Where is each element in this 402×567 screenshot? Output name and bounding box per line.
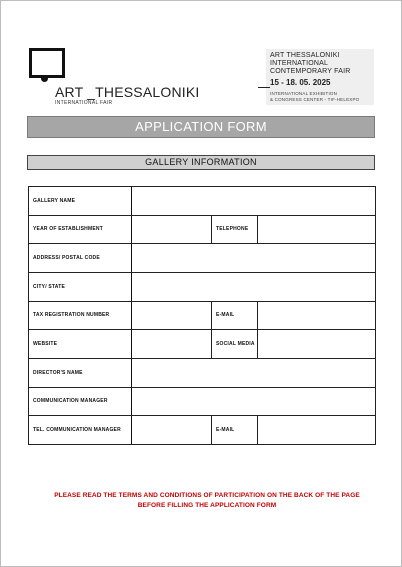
fair-line-1: ART THESSALONIKI: [270, 52, 340, 59]
year-of-establishment-field[interactable]: [132, 215, 212, 244]
row-address: [29, 244, 376, 273]
row-year-telephone: [29, 215, 376, 244]
terms-notice: [40, 491, 374, 511]
fair-date-rule: [258, 87, 270, 88]
city-state-field[interactable]: [132, 272, 376, 301]
label-directors-name: DIRECTOR'S NAME: [29, 358, 132, 387]
label-social-media: SOCIAL MEDIA: [212, 330, 258, 359]
logo-title: ART _THESSALONIKI: [55, 84, 200, 100]
website-field[interactable]: [132, 330, 212, 359]
terms-notice-line-1: PLEASE READ THE TERMS AND CONDITIONS OF PARTICIPATION ON THE BACK OF THE PAGE: [54, 492, 360, 499]
email-2-field[interactable]: [258, 416, 376, 445]
logo-dot-icon: [41, 75, 48, 82]
logo-square-icon: [29, 48, 65, 78]
address-postal-code-field[interactable]: [132, 244, 376, 273]
tel-communication-manager-field[interactable]: [132, 416, 212, 445]
label-telephone: TELEPHONE: [212, 215, 258, 244]
row-gallery-name: [29, 187, 376, 216]
terms-notice-line-2: BEFORE FILLING THE APPLICATION FORM: [137, 502, 277, 509]
label-tel-communication-manager: TEL. COMMUNICATION MANAGER: [29, 416, 132, 445]
fair-line-3: CONTEMPORARY FAIR: [270, 68, 351, 75]
label-email: E-MAIL: [212, 301, 258, 330]
row-city: [29, 272, 376, 301]
row-communication-manager: [29, 387, 376, 416]
gallery-name-field[interactable]: [132, 187, 376, 216]
label-communication-manager: COMMUNICATION MANAGER: [29, 387, 132, 416]
label-gallery-name: GALLERY NAME: [29, 187, 132, 216]
row-director: [29, 358, 376, 387]
row-website-social: [29, 330, 376, 359]
label-city-state: CITY/ STATE: [29, 272, 132, 301]
social-media-field[interactable]: [258, 330, 376, 359]
fair-dates: 15 - 18. 05. 2025: [270, 78, 331, 87]
tax-registration-number-field[interactable]: [132, 301, 212, 330]
gallery-information-heading: GALLERY INFORMATION: [27, 155, 375, 170]
label-website: WEBSITE: [29, 330, 132, 359]
fair-line-2: INTERNATIONAL: [270, 60, 329, 67]
gallery-information-table: [28, 186, 376, 445]
fair-venue-line-2: & CONGRESS CENTER - TIF-HELEXPO: [270, 97, 360, 102]
communication-manager-field[interactable]: [132, 387, 376, 416]
label-year-of-establishment: YEAR OF ESTABLISHMENT: [29, 215, 132, 244]
label-address-postal-code: ADDRESS/ POSTAL CODE: [29, 244, 132, 273]
row-tax-email: [29, 301, 376, 330]
row-tel-communication-manager: [29, 416, 376, 445]
logo-subtitle: INTERNATIONAL FAIR: [55, 100, 113, 106]
telephone-field[interactable]: [258, 215, 376, 244]
label-email-2: E-MAIL: [212, 416, 258, 445]
application-form-title: APPLICATION FORM: [27, 116, 375, 138]
directors-name-field[interactable]: [132, 358, 376, 387]
email-field[interactable]: [258, 301, 376, 330]
fair-venue-line-1: INTERNATIONAL EXHIBITION: [270, 91, 338, 96]
label-tax-registration-number: TAX REGISTRATION NUMBER: [29, 301, 132, 330]
